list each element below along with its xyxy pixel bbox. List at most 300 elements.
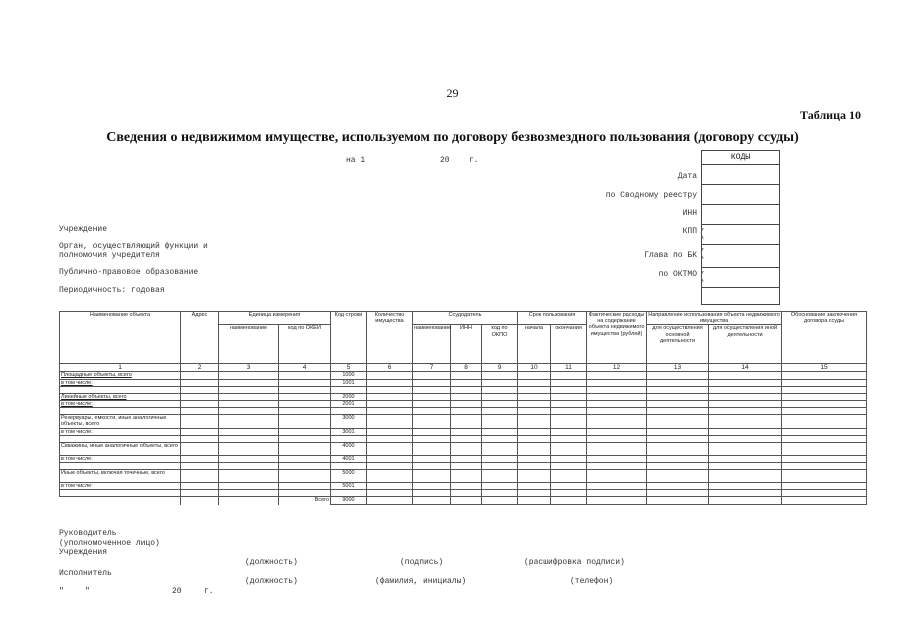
table-cell[interactable]: [451, 401, 482, 408]
table-cell[interactable]: [482, 442, 518, 455]
code-label-kpp: КПП: [682, 227, 697, 236]
codes-header: КОДЫ: [730, 153, 751, 162]
caption-signature: (подпись): [400, 558, 444, 567]
table-cell[interactable]: [367, 415, 413, 428]
table-row: [60, 455, 867, 462]
row-name: Площадные объекты, всего: [60, 372, 181, 379]
table-cell[interactable]: [367, 428, 413, 435]
table-body: [60, 372, 867, 497]
table-cell[interactable]: [782, 428, 867, 435]
code-label-oktmo: по ОКТМО: [658, 270, 697, 279]
hdr-lender-name: наименование: [413, 325, 451, 364]
table-cell[interactable]: [647, 435, 709, 442]
table-row: [60, 442, 867, 455]
table-cell[interactable]: [279, 386, 331, 393]
total-cell[interactable]: [587, 497, 647, 505]
table-cell[interactable]: [413, 386, 451, 393]
table-cell[interactable]: [451, 386, 482, 393]
table-cell[interactable]: [181, 372, 219, 379]
date-suffix: г.: [469, 156, 479, 165]
table-cell[interactable]: [782, 455, 867, 462]
table-cell[interactable]: [518, 408, 551, 415]
table-cell[interactable]: [518, 415, 551, 428]
table-cell[interactable]: [782, 386, 867, 393]
table-cell[interactable]: [709, 393, 782, 400]
table-label: Таблица 10: [800, 108, 861, 122]
table-cell[interactable]: [482, 490, 518, 497]
table-cell[interactable]: [551, 463, 587, 470]
code-cell-bk[interactable]: (: [702, 244, 779, 267]
label-organ-line2: полномочия учредителя: [59, 251, 160, 260]
total-cell[interactable]: [647, 497, 709, 505]
table-cell[interactable]: [219, 442, 279, 455]
table-cell[interactable]: [782, 442, 867, 455]
hdr-direction-main: для осуществления основной деятельности: [647, 325, 709, 364]
table-cell[interactable]: [709, 415, 782, 428]
table-cell[interactable]: [451, 442, 482, 455]
table-cell[interactable]: [482, 470, 518, 483]
table-cell[interactable]: [181, 455, 219, 462]
total-cell[interactable]: [413, 497, 451, 505]
table-cell[interactable]: [587, 463, 647, 470]
table-cell[interactable]: [279, 415, 331, 428]
table-cell[interactable]: [647, 428, 709, 435]
table-cell[interactable]: [482, 483, 518, 490]
table-cell[interactable]: [587, 483, 647, 490]
table-cell[interactable]: [782, 415, 867, 428]
table-cell[interactable]: [647, 401, 709, 408]
table-cell[interactable]: [518, 463, 551, 470]
table-cell[interactable]: [367, 401, 413, 408]
date-prefix: на 1: [346, 156, 366, 165]
table-cell[interactable]: [482, 435, 518, 442]
table-cell[interactable]: [551, 379, 587, 386]
table-cell[interactable]: [782, 393, 867, 400]
table-cell[interactable]: [782, 401, 867, 408]
table-cell[interactable]: [518, 372, 551, 379]
table-cell[interactable]: [219, 483, 279, 490]
row-name: в том числе:: [60, 428, 181, 435]
table-cell[interactable]: [279, 408, 331, 415]
hdr-direction-other: для осуществления иной деятельности: [709, 325, 782, 364]
column-number: 2: [181, 364, 219, 372]
table-cell[interactable]: [413, 408, 451, 415]
column-number: 6: [367, 364, 413, 372]
table-cell[interactable]: [413, 401, 451, 408]
table-cell[interactable]: [181, 470, 219, 483]
table-cell[interactable]: [413, 379, 451, 386]
row-code: [331, 435, 367, 442]
row-name: [60, 435, 181, 442]
hdr-lender-okpo: код по ОКПО: [482, 325, 518, 364]
hdr-unit: Единица измерения: [219, 312, 331, 325]
table-cell[interactable]: [279, 435, 331, 442]
table-row: [60, 408, 867, 415]
table-cell[interactable]: [279, 470, 331, 483]
column-number: 12: [587, 364, 647, 372]
table-row: [60, 490, 867, 497]
table-cell[interactable]: [181, 442, 219, 455]
hdr-name: Наименование объекта: [60, 312, 181, 364]
table-cell[interactable]: [551, 483, 587, 490]
table-cell[interactable]: [518, 470, 551, 483]
table-cell[interactable]: [451, 455, 482, 462]
table-row: [60, 415, 867, 428]
table-cell[interactable]: [482, 455, 518, 462]
row-name: Скважины, иные аналогичные объекты, всего: [60, 442, 181, 455]
table-cell[interactable]: [709, 401, 782, 408]
table-cell[interactable]: [482, 386, 518, 393]
hdr-address: Адрес: [181, 312, 219, 364]
table-cell[interactable]: [413, 435, 451, 442]
table-cell[interactable]: [551, 401, 587, 408]
table-cell[interactable]: [782, 490, 867, 497]
table-row: [60, 379, 867, 386]
table-cell[interactable]: [279, 401, 331, 408]
table-cell[interactable]: [709, 372, 782, 379]
table-row: [60, 435, 867, 442]
table-cell[interactable]: [647, 415, 709, 428]
table-cell[interactable]: [367, 386, 413, 393]
table-cell[interactable]: [482, 408, 518, 415]
table-cell[interactable]: [413, 483, 451, 490]
table-cell[interactable]: [482, 415, 518, 428]
table-cell[interactable]: [647, 490, 709, 497]
table-cell[interactable]: [782, 463, 867, 470]
table-cell[interactable]: [219, 455, 279, 462]
table-cell[interactable]: [367, 408, 413, 415]
table-cell[interactable]: [518, 401, 551, 408]
table-cell[interactable]: [279, 442, 331, 455]
hdr-term-start: начала: [518, 325, 551, 364]
table-cell[interactable]: [413, 455, 451, 462]
document-title: Сведения о недвижимом имуществе, используемом по договору безвозмездного пользования (договору ссуды): [106, 130, 799, 145]
table-cell[interactable]: [518, 455, 551, 462]
table-cell[interactable]: [551, 393, 587, 400]
table-cell[interactable]: [551, 490, 587, 497]
table-cell[interactable]: [647, 470, 709, 483]
table-cell[interactable]: [279, 379, 331, 386]
table-cell[interactable]: [518, 483, 551, 490]
table-cell[interactable]: [647, 455, 709, 462]
table-cell[interactable]: [279, 455, 331, 462]
row-name: [60, 408, 181, 415]
table-cell[interactable]: [451, 408, 482, 415]
table-cell[interactable]: [587, 401, 647, 408]
table-cell[interactable]: [279, 372, 331, 379]
table-cell[interactable]: [451, 490, 482, 497]
table-cell[interactable]: [782, 379, 867, 386]
table-cell[interactable]: [551, 435, 587, 442]
row-name: в том числе:: [60, 401, 181, 408]
row-code: 1001: [331, 379, 367, 386]
table-cell[interactable]: [551, 408, 587, 415]
table-cell[interactable]: [219, 435, 279, 442]
label-organ-line1: Орган, осуществляющий функции и: [59, 242, 208, 251]
table-cell[interactable]: [518, 379, 551, 386]
label-public-entity: Публично-правовое образование: [59, 268, 199, 277]
table-cell[interactable]: [518, 435, 551, 442]
column-number: 13: [647, 364, 709, 372]
table-cell[interactable]: [181, 428, 219, 435]
table-cell[interactable]: [219, 372, 279, 379]
table-cell[interactable]: [367, 483, 413, 490]
table-cell[interactable]: [482, 463, 518, 470]
code-label-bk: Глава по БК: [644, 251, 697, 260]
table-cell[interactable]: [181, 401, 219, 408]
table-cell[interactable]: [587, 442, 647, 455]
column-numbers-row: [60, 364, 867, 372]
table-cell[interactable]: [587, 393, 647, 400]
table-cell[interactable]: [413, 442, 451, 455]
column-number: 14: [709, 364, 782, 372]
table-cell[interactable]: [279, 393, 331, 400]
total-label: Всего: [279, 497, 331, 505]
table-cell[interactable]: [647, 393, 709, 400]
table-cell[interactable]: [279, 463, 331, 470]
table-cell[interactable]: [181, 408, 219, 415]
table-cell[interactable]: [551, 372, 587, 379]
table-cell[interactable]: [782, 470, 867, 483]
table-cell[interactable]: [279, 490, 331, 497]
total-cell[interactable]: [451, 497, 482, 505]
table-cell[interactable]: [647, 442, 709, 455]
total-code: 9000: [331, 497, 367, 505]
table-cell[interactable]: [587, 408, 647, 415]
row-code: 3000: [331, 415, 367, 428]
table-cell[interactable]: [587, 379, 647, 386]
table-cell[interactable]: [709, 435, 782, 442]
table-cell[interactable]: [413, 372, 451, 379]
table-cell[interactable]: [647, 408, 709, 415]
row-name: в том числе:: [60, 379, 181, 386]
date-open-quote: ": [59, 587, 64, 596]
table-cell[interactable]: [587, 470, 647, 483]
table-cell[interactable]: [587, 490, 647, 497]
property-table: [59, 311, 867, 505]
table-cell[interactable]: [587, 415, 647, 428]
table-cell[interactable]: [451, 483, 482, 490]
total-cell[interactable]: [782, 497, 867, 505]
table-cell[interactable]: [451, 428, 482, 435]
table-cell[interactable]: [551, 428, 587, 435]
column-number: 8: [451, 364, 482, 372]
table-cell[interactable]: [219, 415, 279, 428]
table-cell[interactable]: [482, 372, 518, 379]
table-cell[interactable]: [181, 463, 219, 470]
code-cell-periodicity[interactable]: [702, 287, 779, 304]
table-cell[interactable]: [367, 393, 413, 400]
table-cell[interactable]: [181, 490, 219, 497]
column-number: 11: [551, 364, 587, 372]
table-cell[interactable]: [709, 408, 782, 415]
footer-date-year: 20: [172, 587, 182, 596]
table-cell[interactable]: [181, 435, 219, 442]
table-cell[interactable]: [587, 428, 647, 435]
table-cell[interactable]: [219, 401, 279, 408]
table-cell[interactable]: [279, 428, 331, 435]
table-cell[interactable]: [181, 393, 219, 400]
row-code: 1000: [331, 372, 367, 379]
table-cell[interactable]: [518, 393, 551, 400]
table-cell[interactable]: [413, 463, 451, 470]
table-cell[interactable]: [413, 428, 451, 435]
hdr-quantity: Количество имущества: [367, 312, 413, 364]
table-cell[interactable]: [587, 435, 647, 442]
table-cell[interactable]: [518, 442, 551, 455]
table-cell[interactable]: [413, 393, 451, 400]
table-cell[interactable]: [451, 415, 482, 428]
table-cell[interactable]: [518, 428, 551, 435]
total-cell[interactable]: [482, 497, 518, 505]
table-row: [60, 470, 867, 483]
label-periodicity: Периодичность: годовая: [59, 286, 165, 295]
row-code: 4001: [331, 455, 367, 462]
table-cell[interactable]: [451, 379, 482, 386]
table-cell[interactable]: [518, 386, 551, 393]
table-cell[interactable]: [709, 442, 782, 455]
table-cell[interactable]: [367, 372, 413, 379]
table-cell[interactable]: [647, 483, 709, 490]
table-cell[interactable]: [551, 442, 587, 455]
hdr-lender-inn: ИНН: [451, 325, 482, 364]
table-cell[interactable]: [367, 463, 413, 470]
table-cell[interactable]: [782, 435, 867, 442]
table-cell[interactable]: [181, 379, 219, 386]
table-cell[interactable]: [413, 490, 451, 497]
table-cell[interactable]: [219, 428, 279, 435]
row-code: [331, 386, 367, 393]
row-code: 5000: [331, 470, 367, 483]
total-cell[interactable]: [367, 497, 413, 505]
table-cell[interactable]: [647, 386, 709, 393]
total-cell[interactable]: [709, 497, 782, 505]
table-cell[interactable]: [587, 455, 647, 462]
table-cell[interactable]: [219, 393, 279, 400]
table-cell[interactable]: [551, 455, 587, 462]
table-cell[interactable]: [181, 386, 219, 393]
table-cell[interactable]: [709, 470, 782, 483]
table-cell[interactable]: [482, 379, 518, 386]
table-row: [60, 401, 867, 408]
code-cell-date[interactable]: [702, 164, 779, 184]
table-cell[interactable]: [551, 386, 587, 393]
footer-head-line3: Учреждения: [59, 548, 108, 557]
table-cell[interactable]: [782, 483, 867, 490]
hdr-direction: Направление использования объекта недвижимого имущества: [648, 312, 780, 325]
code-label-inn: ИНН: [682, 209, 697, 218]
table-cell[interactable]: [451, 470, 482, 483]
row-code: 2000: [331, 393, 367, 400]
table-cell[interactable]: [219, 379, 279, 386]
table-cell[interactable]: [482, 401, 518, 408]
table-cell[interactable]: [551, 415, 587, 428]
row-code: [331, 408, 367, 415]
table-cell[interactable]: [709, 386, 782, 393]
caption-position: (должность): [245, 558, 298, 567]
total-cell[interactable]: [518, 497, 551, 505]
total-cell[interactable]: [551, 497, 587, 505]
table-cell[interactable]: [647, 372, 709, 379]
table-cell[interactable]: [451, 393, 482, 400]
hdr-unit-code: код по ОКЕИ: [279, 325, 331, 364]
column-number: 7: [413, 364, 451, 372]
row-name: [60, 386, 181, 393]
table-cell[interactable]: [367, 455, 413, 462]
hdr-expenses: Фактические расходы на содержание объекта недвижимого имущества (рублей): [587, 312, 647, 364]
caption-decoding: (расшифровка подписи): [524, 558, 625, 567]
code-label-registry: по Сводному реестру: [605, 191, 697, 200]
date-year: 20: [440, 156, 450, 165]
table-cell[interactable]: [367, 490, 413, 497]
table-cell[interactable]: [219, 386, 279, 393]
table-row: [60, 372, 867, 379]
table-cell[interactable]: [413, 470, 451, 483]
table-cell[interactable]: [181, 415, 219, 428]
row-code: 5001: [331, 483, 367, 490]
table-cell[interactable]: [709, 428, 782, 435]
row-name: в том числе:: [60, 455, 181, 462]
code-cell-registry[interactable]: [702, 184, 779, 204]
row-name: [60, 490, 181, 497]
column-number: 10: [518, 364, 551, 372]
table-cell[interactable]: [367, 470, 413, 483]
table-cell[interactable]: [587, 372, 647, 379]
hdr-term-end: окончания: [551, 325, 587, 364]
table-cell[interactable]: [367, 442, 413, 455]
table-cell[interactable]: [279, 483, 331, 490]
table-cell[interactable]: [451, 435, 482, 442]
table-row: [60, 393, 867, 400]
column-number: 5: [331, 364, 367, 372]
table-cell[interactable]: [551, 470, 587, 483]
table-cell[interactable]: [367, 435, 413, 442]
code-cell-inn[interactable]: [702, 204, 779, 224]
table-cell[interactable]: [482, 393, 518, 400]
date-close-quote: ": [85, 587, 90, 596]
table-cell[interactable]: [782, 372, 867, 379]
table-cell[interactable]: [709, 463, 782, 470]
table-cell[interactable]: [219, 470, 279, 483]
table-cell[interactable]: [709, 490, 782, 497]
code-cell-kpp[interactable]: (: [702, 224, 779, 244]
table-cell[interactable]: [219, 463, 279, 470]
table-cell[interactable]: [451, 463, 482, 470]
table-cell[interactable]: [482, 428, 518, 435]
hdr-row-code: Код строки: [331, 312, 367, 364]
code-cell-oktmo[interactable]: (: [702, 267, 779, 287]
table-cell[interactable]: [709, 483, 782, 490]
row-name: Резервуары, емкости, иные аналогичные объекты, всего: [60, 415, 181, 428]
table-cell[interactable]: [451, 372, 482, 379]
table-cell[interactable]: [413, 415, 451, 428]
column-number: 3: [219, 364, 279, 372]
table-cell[interactable]: [782, 408, 867, 415]
table-cell[interactable]: [587, 386, 647, 393]
table-cell[interactable]: [219, 408, 279, 415]
table-cell[interactable]: [709, 455, 782, 462]
table-cell[interactable]: [181, 483, 219, 490]
table-cell[interactable]: [518, 490, 551, 497]
table-cell[interactable]: [647, 379, 709, 386]
footer-executor: Исполнитель: [59, 569, 112, 578]
table-cell[interactable]: [709, 379, 782, 386]
table-cell[interactable]: [219, 490, 279, 497]
row-code: [331, 463, 367, 470]
table-cell[interactable]: [367, 379, 413, 386]
row-name: в том числе:: [60, 483, 181, 490]
table-cell[interactable]: [647, 463, 709, 470]
